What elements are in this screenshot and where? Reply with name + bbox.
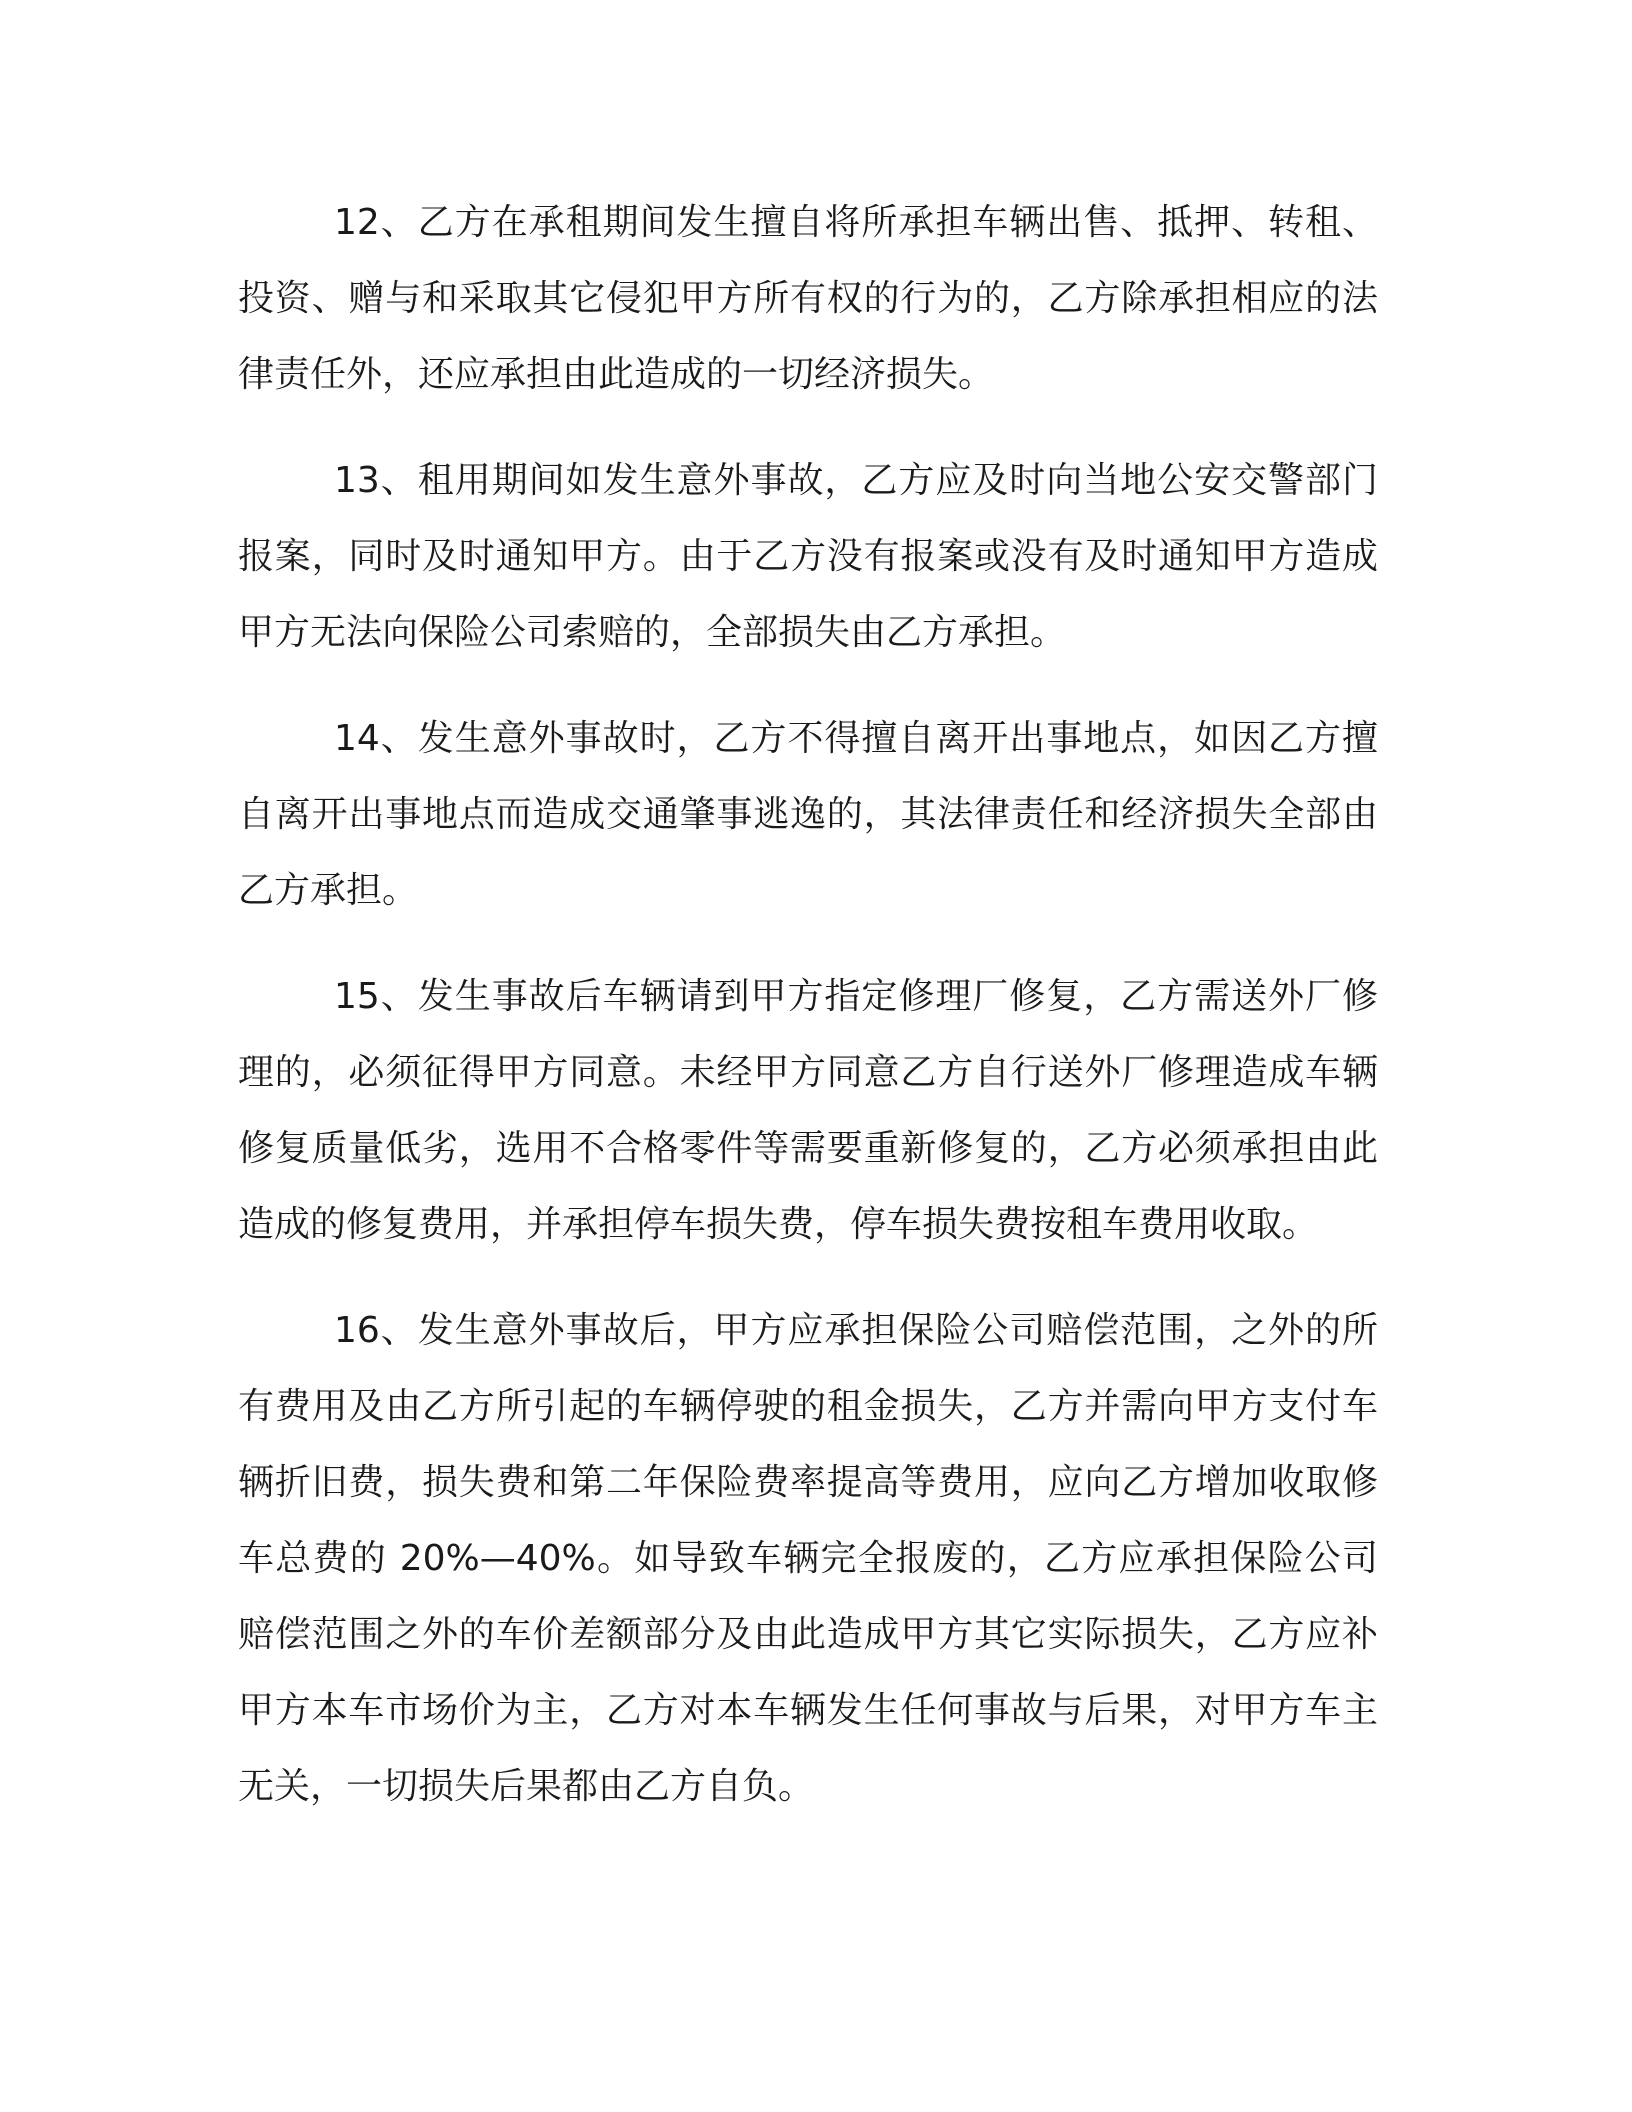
clause-12-paragraph: 12、乙方在承租期间发生擅自将所承担车辆出售、抵押、转租、投资、赠与和采取其它侵犯甲方所有权的行为的，乙方除承担相应的法律责任外，还应承担由此造成的一切经济损失。 (238, 202, 1378, 395)
document-body (238, 185, 1378, 1855)
clause-16-paragraph: 16、发生意外事故后，甲方应承担保险公司赔偿范围，之外的所有费用及由乙方所引起的车辆停驶的租金损失，乙方并需向甲方支付车辆折旧费，损失费和第二年保险费率提高等费用，应向乙方增加收取修车总费的 20%—40%。如导致车辆完全报废的，乙方应承担保险公司赔偿范围之外的车价差额部分及由此造成甲方其它实际损失，乙方应补甲方本车市场价为主，乙方对本车辆发生任何事故与后果，对甲方车主无关，一切损失后果都由乙方自负。 (238, 1310, 1378, 1807)
clause-15-paragraph: 15、发生事故后车辆请到甲方指定修理厂修复，乙方需送外厂修理的，必须征得甲方同意。未经甲方同意乙方自行送外厂修理造成车辆修复质量低劣，选用不合格零件等需要重新修复的，乙方必须承担由此造成的修复费用，并承担停车损失费，停车损失费按租车费用收取。 (238, 976, 1378, 1245)
clause-14-paragraph: 14、发生意外事故时，乙方不得擅自离开出事地点，如因乙方擅自离开出事地点而造成交通肇事逃逸的，其法律责任和经济损失全部由乙方承担。 (238, 718, 1378, 911)
clause-13-paragraph: 13、租用期间如发生意外事故，乙方应及时向当地公安交警部门报案，同时及时通知甲方。由于乙方没有报案或没有及时通知甲方造成甲方无法向保险公司索赔的，全部损失由乙方承担。 (238, 460, 1378, 653)
